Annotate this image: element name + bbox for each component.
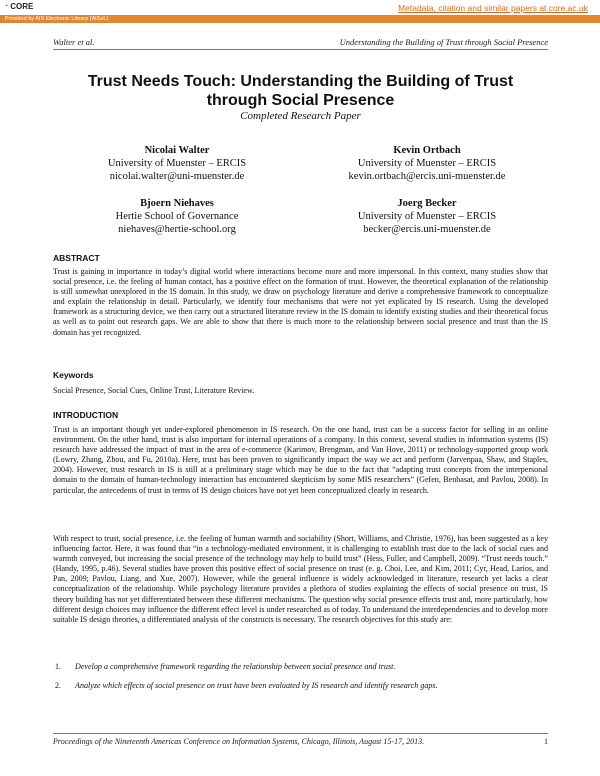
core-provider-strip	[0, 15, 600, 23]
keywords-heading: Keywords	[53, 370, 94, 380]
author-affiliation: University of Muenster – ERCIS	[357, 211, 497, 222]
core-logo-text: CORE	[10, 2, 34, 11]
introduction-paragraph: With respect to trust, social presence, i.e. the feeling of human warmth and sociability (Short, Williams, and Christie, 1976), has been suggested as a key influencing factor. Here, it was found that “in a technology-mediated environment, it is challenging to establish trust due to the lack of social cues and warmth conveyed, but increasing the social presence of the technology may help to build trust” (Hess, Fuller, and Campbell, 2009). “Trust needs touch.” (Handy, 1995, p.46). Several studies have proven this positive effect of social presence on trust (e. g. Choi, Lee, and Kim, 2011; Cyr, Head, Larios, and Pan, 2009; Pavlou, Liang, and Xue, 2007). However, while the general influence is widely acknowledged in literature, research yet lacks a clear conceptualization of the relationship. While psychology literature provides a plethora of studies explaining the effects of social presence on trust, IS theory building has not yet differentiated between these different mechanisms. The question why social presence effects trust and, more particularly, how different design choices may influence the different effect level is under researched as of today. To understand the interdependencies and to develop more suitable IS design theories, a differentiated analysis of the constructs is necessary. The research objectives for this study are:	[53, 534, 548, 624]
research-objective-number: 2.	[55, 681, 62, 690]
author-email: kevin.ortbach@ercis.uni-muenster.de	[348, 171, 506, 182]
core-metadata-link[interactable]: Metadata, citation and similar papers at core.ac.uk	[398, 3, 588, 13]
author-email: becker@ercis.uni-muenster.de	[363, 224, 491, 235]
page-number: 1	[544, 737, 548, 746]
research-objective	[55, 681, 545, 691]
introduction-heading: INTRODUCTION	[53, 410, 119, 420]
paper-subtitle: Completed Research Paper	[240, 110, 361, 122]
author-email: niehaves@hertie-school.org	[118, 224, 236, 235]
author-name: Joerg Becker	[397, 198, 457, 209]
research-objective-text: Analyze which effects of social presence on trust have been evaluated by IS research and identify research gaps.	[75, 681, 438, 690]
paper-title	[53, 72, 548, 110]
core-logo-icon: ◔	[4, 3, 9, 10]
author-email: nicolai.walter@uni-muenster.de	[109, 171, 245, 182]
author-name: Bjoern Niehaves	[140, 198, 214, 209]
abstract-text: Trust is gaining in importance in today’s digital world where interactions become more and more impersonal. In this context, many studies show that social presence, i.e. the feeling of human contact, has a positive effect on the formation of trust. However, the theoretical explanation of the relationship is still somewhat unexplored in the IS domain. In this study, we draw on psychology literature and derive a comprehensive framework to conceptualize and explain the relationship in detail. Particularly, we identify four mechanisms that were not yet explicated by IS research. Using the developed framework as a structuring device, we then carry out a structured literature review in the IS domain to identify existing studies and their theoretical focus as well as to point out research gaps. We are able to show that there is much more to the relationship between social presence and trust than the IS domain has yet recognized.	[53, 267, 548, 337]
author-name: Nicolai Walter	[144, 145, 210, 156]
core-logo	[4, 2, 33, 11]
research-objective-number: 1.	[55, 662, 62, 671]
core-banner	[0, 0, 600, 21]
footer-rule	[53, 733, 548, 734]
introduction-paragraph: Trust is an important though yet under-explored phenomenon in IS research. On the one hand, trust can be a success factor for selling in an online environment. On the other hand, trust is also important for internal operations of a company. In this context, several studies in information systems (IS) research have addressed the impact of trust in the area of e-commerce (Karimov, Brengman, and Van Hove, 2011) or technology-supported group work (Lowry, Zhang, Zhou, and Fu, 2010a). Here, trust has been proven to significantly impact the way we act and perform (Jarvenpaa, Shaw, and Staples, 2004). However, trust research in IS is still at a preliminary stage which may be due to the fact that “adapting trust concepts from the interpersonal domain to the domain of human-technology interaction has encountered skepticism by some MIS researchers” (Gefen, Benbasat, and Pavlou, 2008). In particular, the antecedents of trust in terms of IS design choices have not yet been conceptualized clearly in research.	[53, 425, 548, 495]
running-head-title: Understanding the Building of Trust through Social Presence	[339, 37, 548, 47]
paper-title-line-2: through Social Presence	[206, 92, 395, 109]
keywords-text: Social Presence, Social Cues, Online Trust, Literature Review.	[53, 386, 255, 395]
running-head-authors: Walter et al.	[53, 37, 95, 47]
footer-proceedings: Proceedings of the Nineteenth Americas Conference on Information Systems, Chicago, Illinois, August 15-17, 2013.	[53, 737, 425, 746]
author-affiliation: Hertie School of Governance	[115, 211, 239, 222]
page-footer	[53, 737, 548, 746]
running-head-rule	[53, 49, 548, 50]
abstract-heading: ABSTRACT	[53, 253, 100, 263]
research-objective	[55, 662, 545, 672]
paper-title-line-1: Trust Needs Touch: Understanding the Building of Trust	[87, 73, 514, 90]
core-provider-text: Provided by AIS Electronic Library (AISeL)	[5, 16, 109, 22]
author-name: Kevin Ortbach	[393, 145, 461, 156]
author-affiliation: University of Muenster – ERCIS	[357, 158, 497, 169]
author-block	[62, 197, 292, 236]
author-block	[312, 144, 542, 183]
research-objective-text: Develop a comprehensive framework regarding the relationship between social presence and trust.	[75, 662, 396, 671]
author-affiliation: University of Muenster – ERCIS	[107, 158, 247, 169]
author-block	[62, 144, 292, 183]
author-block	[312, 197, 542, 236]
